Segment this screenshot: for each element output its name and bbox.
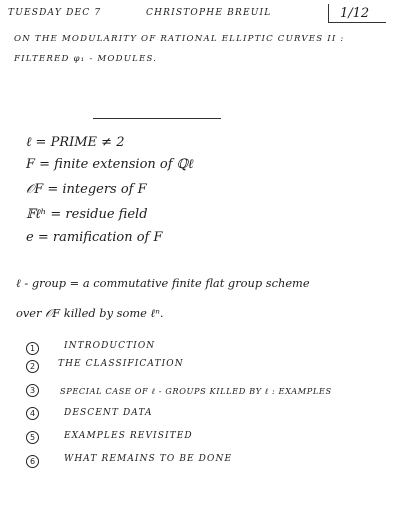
outline-number: 4 (26, 407, 39, 420)
outline-number: 6 (26, 455, 39, 468)
definition-integers: 𝒪F = integers of F (26, 182, 147, 197)
outline-text: EXAMPLES REVISITED (64, 431, 193, 441)
definition-prime: ℓ = PRIME ≠ 2 (26, 135, 125, 150)
outline-text: SPECIAL CASE OF ℓ - GROUPS KILLED BY ℓ : EXAMPLES (60, 386, 332, 396)
definition-residue-field: 𝔽ℓʰ = residue field (26, 207, 148, 222)
page-number-box-left (328, 4, 329, 22)
definition-ramification: e = ramification of F (26, 230, 163, 245)
outline-text: WHAT REMAINS TO BE DONE (64, 454, 233, 464)
outline-number: 3 (26, 384, 39, 397)
page-number-box-bottom (328, 22, 386, 23)
title-line-1: ON THE MODULARITY OF RATIONAL ELLIPTIC CURVES II : (14, 34, 345, 44)
outline-number: 2 (26, 360, 39, 373)
definition-field: F = finite extension of ℚℓ (26, 157, 194, 172)
outline-text: DESCENT DATA (64, 408, 153, 418)
page-number: 1/12 (340, 6, 370, 21)
outline-text: THE CLASSIFICATION (58, 359, 184, 369)
outline-number: 1 (26, 342, 39, 355)
title-line-2: FILTERED φ₁ - MODULES. (14, 54, 158, 64)
outline-number: 5 (26, 431, 39, 444)
group-definition-line-1: ℓ - group = a commutative finite flat group scheme (16, 276, 310, 290)
outline-text: INTRODUCTION (64, 341, 156, 351)
header-date: TUESDAY DEC 7 (8, 8, 102, 18)
separator-line (93, 118, 221, 119)
group-definition-line-2: over 𝒪F killed by some ℓⁿ. (16, 306, 164, 320)
header-author: CHRISTOPHE BREUIL (146, 8, 272, 18)
